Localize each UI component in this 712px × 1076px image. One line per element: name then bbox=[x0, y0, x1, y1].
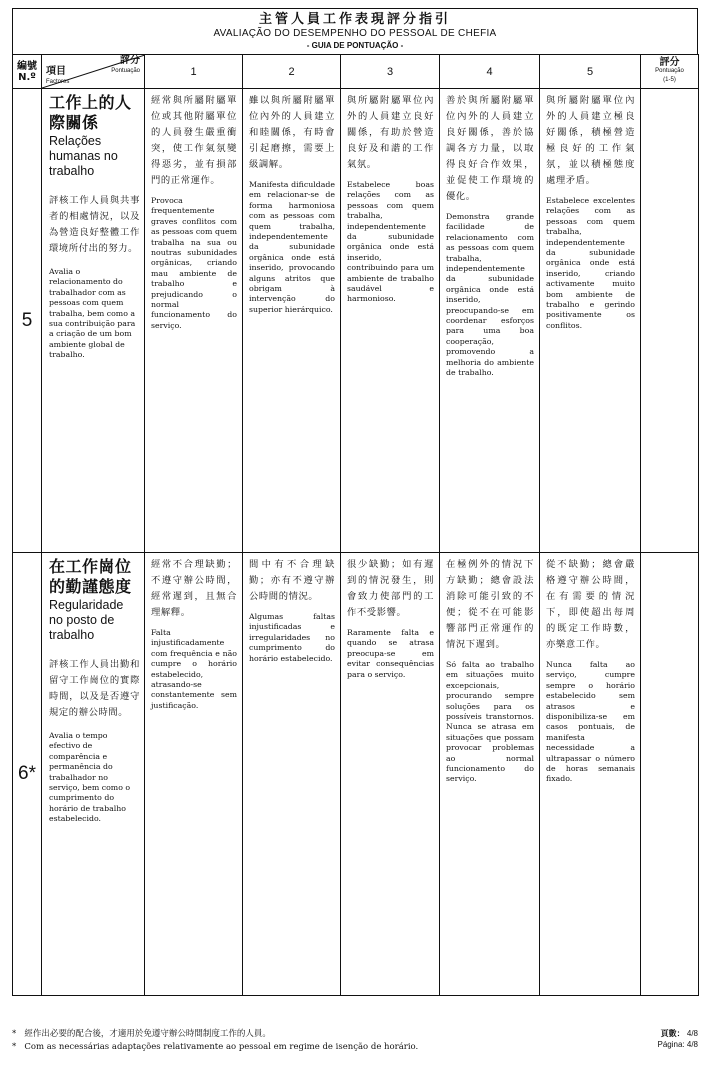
level-3-text-pt: Estabelece boas relações com as pessoas com quem trabalha, independentemente da subunidade orgânica onde está inserido, contribuindo para um ambiente de trabalho saudável e harmonioso. bbox=[347, 180, 434, 304]
level-3-text-zh: 與所屬附屬單位內外的人員建立良好關係，有助於營造良好及和諧的工作氣氛。 bbox=[347, 95, 434, 170]
row-number: 5 bbox=[13, 89, 42, 553]
footnote-zh-text: 經作出必要的配合後，才適用於免遵守辦公時間制度工作的人員。 bbox=[24, 1029, 271, 1039]
footnote-zh: * 經作出必要的配合後，才適用於免遵守辦公時間制度工作的人員。 bbox=[12, 1029, 271, 1039]
factor-description-zh: 評核工作人員出勤和留守工作崗位的實際時間，以及是否遵守規定的辦公時間。 bbox=[49, 659, 140, 718]
level-5-text-pt: Nunca falta ao serviço, cumpre sempre o horário estabelecido sem atrasos e disponibiliza-se em casos pontuais, de manifesta necessidade a ultrapassar o número de horas semanais fixado. bbox=[546, 660, 635, 784]
score-corner-zh: 評分 bbox=[120, 55, 140, 66]
item-corner-label bbox=[46, 67, 69, 87]
factor-title-zh: 在工作崗位的勤謹態度 bbox=[49, 557, 132, 596]
footnote-pt: * Com as necessárias adaptações relativamente ao pessoal em regime de isenção de horário. bbox=[12, 1042, 419, 1052]
level-header-3: 3 bbox=[341, 55, 440, 89]
level-1-cell bbox=[145, 553, 243, 996]
final-score-header bbox=[641, 55, 699, 89]
level-5-cell bbox=[540, 553, 641, 996]
level-3-text-pt: Raramente falta e quando se atrasa preocupa-se em evitar consequências para o serviço. bbox=[347, 628, 434, 679]
level-5-text-zh: 與所屬附屬單位內外的人員建立極良好關係，積極營造極良好的工作氣氛，並以積極態度處理矛盾。 bbox=[546, 95, 635, 186]
level-4-text-pt: Demonstra grande facilidade de relacionamento com as pessoas com quem trabalha, independentemente da subunidade orgânica onde está inserido, preocupando-se em coordenar esforços para uma boa cooperação, promovendo a melhoria do ambiente de trabalho. bbox=[446, 212, 534, 378]
factor-title-zh: 工作上的人際關係 bbox=[49, 93, 132, 132]
score-entry-cell[interactable] bbox=[641, 553, 699, 996]
score-entry-cell[interactable] bbox=[641, 89, 699, 553]
factor-cell bbox=[42, 553, 145, 996]
level-1-text-pt: Provoca frequentemente graves conflitos com as pessoas com quem trabalha na sua ou noutras subunidades orgânicas, criando mau ambiente de trabalho e prejudicando o normal funcionamento do serviço. bbox=[151, 196, 237, 330]
final-score-zh: 評分 bbox=[659, 57, 680, 68]
factor-score-header bbox=[42, 55, 145, 89]
page-number-pt: Página: 4/8 bbox=[657, 1040, 698, 1049]
number-header-pt: N.º bbox=[18, 71, 36, 83]
level-4-text-zh: 善於與所屬附屬單位內外的人員建立良好關係，善於協調各方力量，以取得良好合作效果，並促使工作環境的優化。 bbox=[446, 95, 534, 202]
level-3-cell bbox=[341, 89, 440, 553]
title-chinese: 主管人員工作表現評分指引 bbox=[258, 12, 451, 27]
evaluation-guide-page bbox=[12, 8, 698, 996]
item-corner-pt: Factores bbox=[46, 79, 70, 85]
factor-cell bbox=[42, 89, 145, 553]
level-header-2: 2 bbox=[243, 55, 341, 89]
page-number-zh: 頁數： bbox=[660, 1029, 685, 1038]
level-1-text-pt: Falta injustificadamente com frequência e não cumpre o horário estabelecido, atrasando-se constantemente sem justificação. bbox=[151, 628, 237, 710]
factor-title-pt: Regularidade no posto de trabalho bbox=[49, 598, 124, 642]
level-4-cell bbox=[440, 89, 540, 553]
level-2-text-zh: 間中有不合理缺勤；亦有不遵守辦公時間的情況。 bbox=[249, 559, 335, 602]
level-2-text-pt: Manifesta dificuldade em relacionar-se de forma harmoniosa com as pessoas com quem trabalha, independentemente da subunidade orgânica onde está inserido, provocando alguns atritos que obrigam à intervenção do superior hierárquico. bbox=[249, 180, 335, 314]
level-3-text-zh: 很少缺勤；如有遲到的情況發生，則會致力使部門的工作不受影響。 bbox=[347, 559, 434, 618]
item-corner-zh: 項目 bbox=[46, 66, 66, 77]
level-1-text-zh: 經常不合理缺勤；不遵守辦公時間，經常遲到，且無合理解釋。 bbox=[151, 559, 237, 618]
level-1-text-zh: 經常與所屬附屬單位或其他附屬單位的人員發生嚴重衝突，使工作氣氛變得惡劣，並有損部門的正常運作。 bbox=[151, 95, 237, 186]
level-1-cell bbox=[145, 89, 243, 553]
level-4-cell bbox=[440, 553, 540, 996]
level-5-text-zh: 從不缺勤；總會嚴格遵守辦公時間，在有需要的情況下，即使超出每周的既定工作時數，亦樂意工作。 bbox=[546, 559, 635, 650]
level-5-cell bbox=[540, 89, 641, 553]
footnote-pt-text: Com as necessárias adaptações relativamente ao pessoal em regime de isenção de horário. bbox=[24, 1042, 419, 1052]
row-number: 6* bbox=[13, 553, 42, 996]
level-5-text-pt: Estabelece excelentes relações com as pessoas com quem trabalha, independentemente da subunidade orgânica onde está inserido, criando activamente muito bom ambiente de trabalho e gerindo positivamente os conflitos. bbox=[546, 196, 635, 330]
title-portuguese: AVALIAÇÃO DO DESEMPENHO DO PESSOAL DE CHEFIA bbox=[213, 28, 497, 39]
score-corner-pt: Pontuação bbox=[111, 68, 140, 74]
level-2-text-pt: Algumas faltas injustificadas e irregularidades no cumprimento do horário estabelecido. bbox=[249, 612, 335, 663]
page-number bbox=[658, 1028, 698, 1050]
table-row bbox=[13, 89, 699, 553]
table-row bbox=[13, 553, 699, 996]
number-header bbox=[13, 55, 42, 89]
level-4-text-pt: Só falta ao trabalho em situações muito excepcionais, procurando sempre soluções para os possíveis transtornos. Nunca se atrasa em situações que possam provocar problemas ao normal funcionamento do serviço. bbox=[446, 660, 534, 784]
level-2-text-zh: 雖以與所屬附屬單位內外的人員建立和睦關係，有時會引起磨擦，需要上級調解。 bbox=[249, 95, 335, 170]
number-header-zh: 編號 bbox=[17, 60, 37, 72]
subtitle: - GUIA DE PONTUAÇÃO - bbox=[306, 41, 404, 50]
footer bbox=[12, 1028, 698, 1054]
page-number-zh-value: 4/8 bbox=[686, 1029, 698, 1038]
page-number-zh-line bbox=[658, 1028, 698, 1039]
scoring-table bbox=[12, 54, 699, 996]
factor-description-zh: 評核工作人員與共事者的相處情況，以及為營造良好整體工作環境所付出的努力。 bbox=[49, 195, 140, 254]
document-header bbox=[12, 8, 698, 54]
final-score-pt: Pontuação bbox=[655, 68, 684, 74]
level-3-cell bbox=[341, 553, 440, 996]
level-2-cell bbox=[243, 89, 341, 553]
level-2-cell bbox=[243, 553, 341, 996]
factor-description-pt: Avalia o relacionamento do trabalhador com as pessoas com quem trabalha, bem como a sua contribuição para a criação de um bom ambiente global de trabalho. bbox=[49, 267, 136, 360]
level-header-4: 4 bbox=[440, 55, 540, 89]
factor-description-pt: Avalia o tempo efectivo de comparência e permanência do trabalhador no serviço, bem como o cumprimento do horário de trabalho estabelecido. bbox=[49, 731, 131, 824]
level-4-text-zh: 在極例外的情況下方缺勤；總會設法消除可能引致的不便；從不在可能影響部門正常運作的情況下遲到。 bbox=[446, 559, 534, 650]
final-score-range: (1-5) bbox=[663, 77, 676, 83]
score-corner-label bbox=[111, 56, 140, 76]
level-header-5: 5 bbox=[540, 55, 641, 89]
level-header-1: 1 bbox=[145, 55, 243, 89]
factor-title-pt: Relações humanas no trabalho bbox=[49, 134, 118, 178]
header-row bbox=[13, 55, 699, 89]
